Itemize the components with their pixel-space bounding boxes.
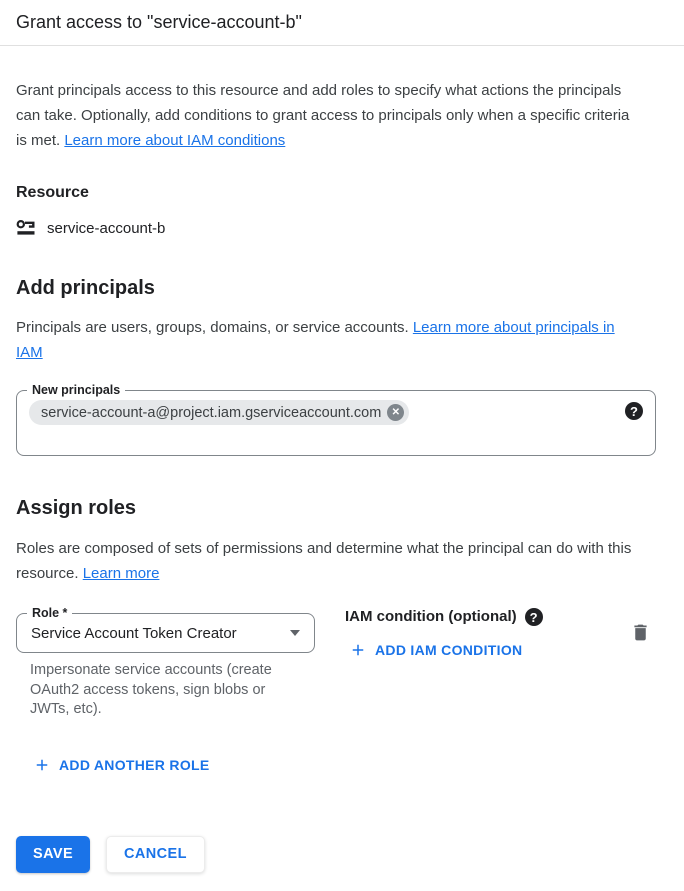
plus-icon [349, 641, 367, 659]
role-column [16, 606, 315, 720]
chip-remove-icon[interactable]: ✕ [387, 404, 404, 421]
role-row [16, 606, 656, 720]
iam-conditions-link[interactable]: Learn more about IAM conditions [64, 132, 286, 149]
service-account-icon [16, 218, 38, 238]
dialog-actions [16, 836, 656, 873]
resource-row [16, 218, 656, 238]
plus-icon [33, 756, 51, 774]
iam-condition-help-icon[interactable]: ? [525, 608, 543, 626]
dialog-content [0, 78, 684, 873]
principals-learn-more-link[interactable]: Learn more about principals in IAM [16, 319, 615, 361]
iam-condition-label-row [345, 607, 543, 627]
role-select-label: Role * [27, 605, 72, 621]
roles-learn-more-link[interactable]: Learn more [82, 565, 160, 582]
add-principals-heading: Add principals [16, 277, 155, 299]
principals-description-text: Principals are users, groups, domains, or service accounts. [16, 319, 413, 336]
roles-description-text: Roles are composed of sets of permissions and determine what the principal can do with this resource. [16, 540, 632, 582]
resource-heading: Resource [16, 184, 89, 201]
new-principals-label: New principals [27, 382, 125, 398]
assign-roles-heading: Assign roles [16, 497, 137, 519]
add-another-role-label: ADD ANOTHER ROLE [59, 756, 210, 773]
role-select-value: Service Account Token Creator [31, 624, 237, 642]
new-principals-field[interactable] [16, 383, 656, 456]
role-select[interactable] [16, 606, 315, 653]
principals-help-icon[interactable]: ? [625, 402, 643, 420]
page-title: Grant access to "service-account-b" [16, 12, 302, 32]
role-helper-text: Impersonate service accounts (create OAuth2 access tokens, sign blobs or JWTs, etc). [30, 662, 272, 717]
intro-paragraph [16, 78, 644, 153]
dropdown-arrow-icon [290, 630, 300, 636]
add-iam-condition-button[interactable] [341, 635, 530, 665]
dialog-header [0, 0, 684, 34]
principal-chip [29, 400, 409, 425]
cancel-button[interactable]: CANCEL [106, 836, 205, 873]
delete-role-column [628, 613, 656, 648]
save-button[interactable]: SAVE [16, 836, 90, 873]
iam-condition-label: IAM condition (optional) [345, 608, 517, 625]
principal-chip-text: service-account-a@project.iam.gserviceaccount.com [41, 404, 382, 421]
iam-condition-column [345, 608, 543, 665]
intro-text: Grant principals access to this resource and add roles to specify what actions the principals can take. Optionally, add conditions to grant access to principals only when a specific criteria is met. [16, 82, 630, 149]
roles-description [16, 536, 644, 586]
delete-role-icon[interactable] [628, 620, 653, 648]
header-divider [0, 45, 684, 46]
principals-description [16, 315, 644, 365]
add-another-role-button[interactable] [25, 750, 218, 780]
resource-name: service-account-b [47, 219, 166, 237]
add-iam-condition-label: ADD IAM CONDITION [375, 642, 523, 658]
